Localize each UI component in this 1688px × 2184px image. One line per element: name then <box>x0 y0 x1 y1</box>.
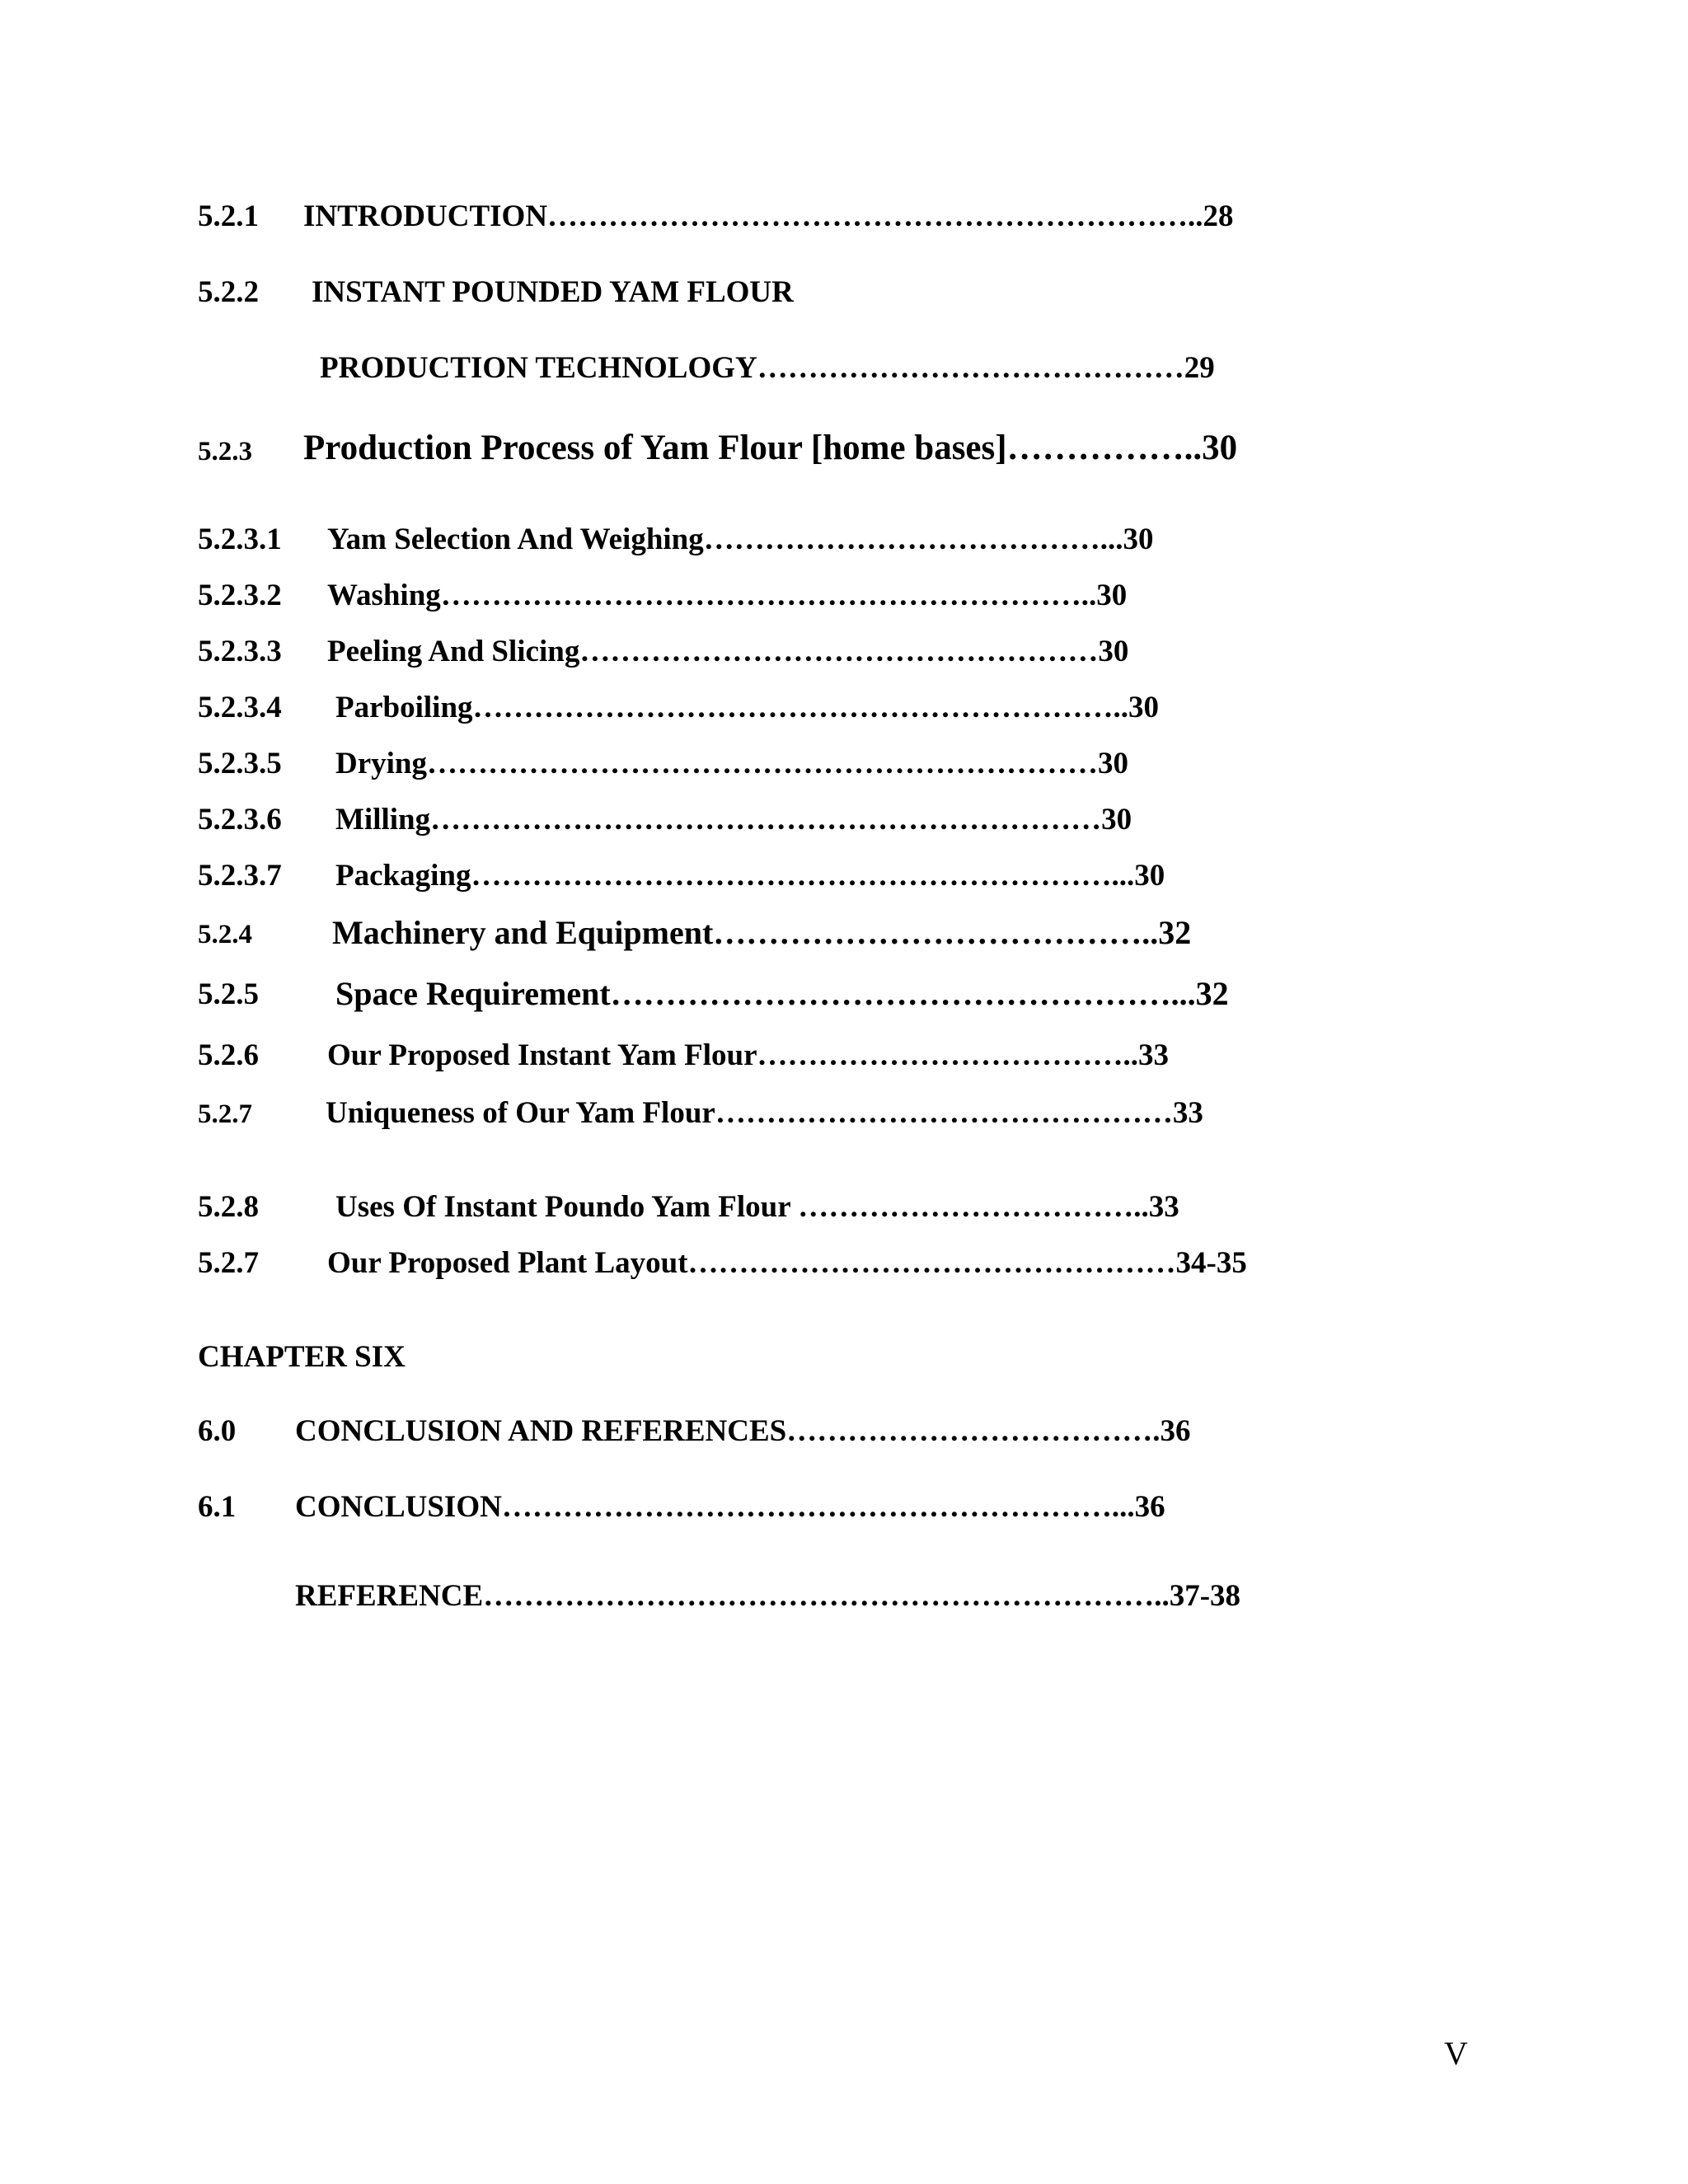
section-number: 5.2.7 <box>198 1246 259 1280</box>
section-number: 5.2.5 <box>198 977 259 1011</box>
section-title: Production Process of Yam Flour [home bases]……………..30 <box>303 429 1238 467</box>
section-number: 5.2.6 <box>198 1038 259 1072</box>
toc-entry <box>198 1490 1165 1583</box>
section-title: CONCLUSION AND REFERENCES……………………………….36 <box>295 1414 1191 1448</box>
section-number: 5.2.7 <box>198 1099 252 1129</box>
section-title: Drying…………………………………………………………30 <box>335 747 1128 780</box>
section-number: 5.2.3.3 <box>198 635 282 668</box>
section-number: 5.2.8 <box>198 1190 259 1224</box>
section-title: PRODUCTION TECHNOLOGY……………………………………29 <box>320 351 1215 385</box>
section-title: Space Requirement……………………………………………...32 <box>335 975 1229 1012</box>
chapter-heading: CHAPTER SIX <box>198 1340 406 1374</box>
section-number: 5.2.3 <box>198 437 252 466</box>
section-title: Washing………………………………………………………..30 <box>327 579 1128 612</box>
section-number: 6.1 <box>198 1490 237 1524</box>
section-title: REFERENCE…………………………………………………………..37-38 <box>295 1579 1241 1613</box>
section-number: 5.2.2 <box>198 275 259 309</box>
section-number: 5.2.3.6 <box>198 803 282 837</box>
section-title: Parboiling………………………………………………………..30 <box>335 691 1160 724</box>
section-title: Peeling And Slicing……………………………………………30 <box>327 635 1129 668</box>
section-number: 5.2.3.4 <box>198 691 282 724</box>
section-title: Packaging………………………………………………………...30 <box>335 859 1165 893</box>
section-number: 5.2.3.1 <box>198 523 282 556</box>
section-title: Our Proposed Instant Yam Flour………………………………..33 <box>327 1038 1169 1072</box>
section-title: CONCLUSION……………………………………………………...36 <box>295 1490 1165 1524</box>
section-title: Uses Of Instant Poundo Yam Flour ……………………………..33 <box>335 1190 1179 1224</box>
toc-entry <box>198 1096 1203 1189</box>
section-number: 6.0 <box>198 1414 237 1448</box>
section-title: Our Proposed Plant Layout…………………………………………34-35 <box>327 1246 1247 1280</box>
section-number: 5.2.3.2 <box>198 579 282 612</box>
section-number: 5.2.3.5 <box>198 747 282 780</box>
section-title: Uniqueness of Our Yam Flour………………………………………33 <box>326 1096 1203 1130</box>
section-title: Machinery and Equipment…………………………………..32 <box>332 914 1192 951</box>
toc-entry <box>198 429 1238 522</box>
section-title: INTRODUCTION………………………………………………………..28 <box>303 199 1234 233</box>
section-number: 5.2.4 <box>198 920 252 949</box>
section-number: 5.2.1 <box>198 199 259 233</box>
section-title: INSTANT POUNDED YAM FLOUR <box>312 275 794 309</box>
section-number: 5.2.3.7 <box>198 859 282 893</box>
toc-entry <box>198 1246 1247 1339</box>
page-number: V <box>1444 2035 1468 2072</box>
section-title: Yam Selection And Weighing…………………………………...30 <box>327 523 1154 556</box>
toc-entry <box>198 1579 1241 1672</box>
section-title: Milling…………………………………………………………30 <box>335 803 1132 837</box>
